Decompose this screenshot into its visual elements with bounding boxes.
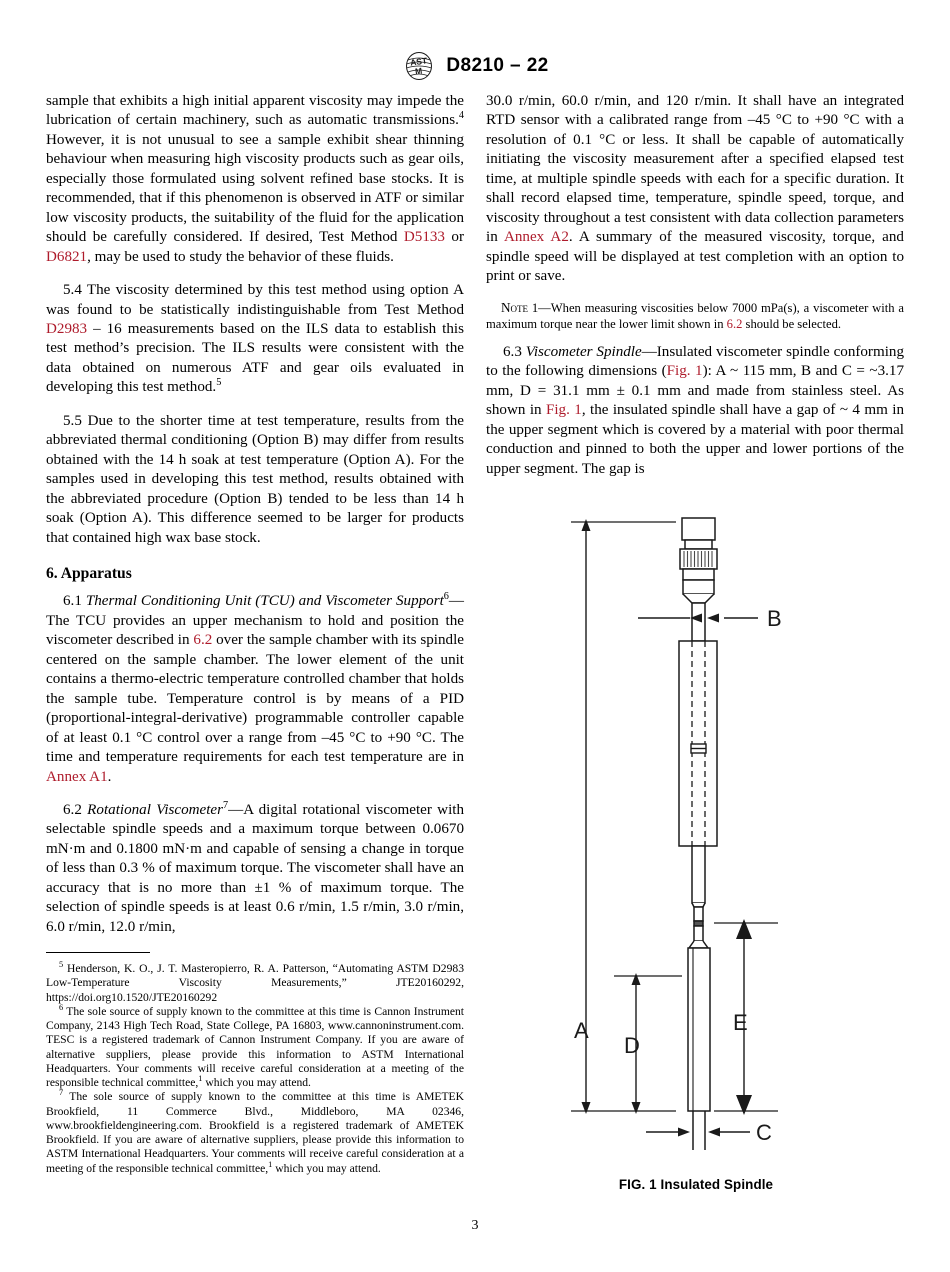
footnotes-block [46,952,464,1176]
clause-number-5-5: 5.5 [63,412,82,429]
footnote-ref-6: 6 [443,591,449,603]
para-text: —Insulated viscometer spindle conforming to the following dimensions ( [486,343,904,380]
footnote-marker-6: 6 [59,1002,64,1012]
figure-caption: FIG. 1 Insulated Spindle [618,1177,774,1192]
note-label: Note [501,299,529,315]
footnote-ref-7: 7 [223,799,229,811]
para-text-2: . A summary of the measured viscosity, torque, and spindle speed will be displayed at test completion with an option to print or save. [486,229,904,285]
paragraph-6-2 [46,801,464,937]
paragraph-6-3 [486,343,904,479]
clause-number-6-2: 6.2 [63,801,82,818]
link-d2983[interactable]: D2983 [46,320,88,337]
footnote-text: The sole source of supply known to the committee at this time is AMETEK Brookfield, 11 Commerce Blvd., Middleboro, MA 02346, www.brookfieldengineering.com. Brookfield is a registered trademark of AMETEK Brookfield. If you are aware of alternative suppliers, please provide this information to ASTM International Headquarters. Your comments will receive careful consideration at a meeting of the responsible technical committee, [46,1090,464,1175]
para-text-3: , the insulated spindle shall have a gap of ~ 4 mm in the upper segment which is covered by a material with poor thermal conduction and pinned to both the upper and lower portions of the upper segment. The gap is [486,402,905,477]
clause-title-6-1: Thermal Conditioning Unit (TCU) and Viscometer Support [81,593,444,610]
para-text: 30.0 r/min, 60.0 r/min, and 120 r/min. It shall have an integrated RTD sensor with a calibrated range from –45 °C to +90 °C with a resolution of 0.1 °C or less. It shall be capable of automatically initiating the viscosity measurement after a specified elapsed test time, at multiple spindle speeds with each for a specific duration. It shall record elapsed time, temperature, spindle speed, torque, and viscosity throughout a test consistent with data collection parameters in [486,93,904,246]
section-heading-6-apparatus: 6. Apparatus [46,564,132,582]
para-text: —The TCU provides an upper mechanism to hold and position the viscometer described in [46,593,464,649]
note-text-2: should be selected. [742,316,842,331]
dimension-label-b: B [767,606,782,631]
para-text-4: , may be used to study the behavior of these fluids. [87,248,394,265]
clause-number-6-1: 6.1 [63,593,82,610]
standard-designation: D8210 – 22 [446,55,549,76]
para-text: —A digital rotational viscometer with selectable spindle speeds and a maximum torque between 0.0670 mN·m and 0.1800 mN·m and capable of sensing a change in torque of less than 0.3 % of maximum torque. The viscometer shall have an accuracy that is no more than ±1 % of maximum torque. The selection of spindle speeds is at least 0.6 r/min, 1.5 r/min, 3.0 r/min, 6.0 r/min, 12.0 r/min, [46,801,465,935]
dimension-label-c: C [756,1120,772,1145]
footnote-ref-5: 5 [216,377,222,389]
paragraph-6-1 [46,592,464,787]
para-text: The viscosity determined by this test method using option A was found to be statistically indistinguishable from Test Method [46,282,464,318]
footnote-6 [46,1002,464,1091]
svg-text:AST: AST [409,55,429,68]
para-text: Due to the shorter time at test temperature, results from the abbreviated thermal conditioning (Option B) may differ from results obtained with the 14 h soak at test temperature (Option A). For the samples used in developing this test method, results obtained with the abbreviated procedure (Option B) tended to be less than 14 h soak (Option A). This difference seemed to be larger for products that contained high wax base stock. [46,412,464,546]
page-header [0,45,950,87]
paragraph-continued-6-2 [486,92,904,287]
page-number: 3 [471,1218,479,1233]
para-text-2: over the sample chamber with its spindle centered on the sample chamber. The lower element of the unit contains a thermo-electric temperature controlled chamber that holds the sample tube. Temperature control is by means of a PID (proportional-integral-derivative) programmable controller capable of at least 0.1 °C control over a range from –45 °C to +90 °C. The time and temperature requirements for each test temperature are in [46,632,464,766]
note-1 [486,300,904,332]
footnote-inner-ref: 1 [198,1074,203,1084]
paragraph-continued-from-previous-page [46,92,464,267]
svg-text:M: M [414,65,424,77]
footnote-5 [46,962,464,1005]
link-fig-1-a[interactable]: Fig. 1 [666,363,703,380]
astm-logo-icon [401,51,437,81]
dimension-label-e: E [733,1010,748,1035]
clause-title-6-3: Viscometer Spindle [521,343,642,360]
right-column [486,92,904,479]
footnote-ref-4: 4 [458,110,464,122]
link-6-2[interactable]: 6.2 [726,316,743,331]
footnote-marker-7: 7 [59,1088,64,1098]
footnote-text-2: which you may attend. [272,1161,381,1175]
spindle-diagram [486,505,906,1175]
link-fig-1-b[interactable]: Fig. 1 [545,402,582,419]
paragraph-5-4 [46,281,464,398]
figure-1-insulated-spindle [486,505,906,1205]
link-annex-a2[interactable]: Annex A2 [503,229,569,246]
dimension-label-a: A [574,1018,589,1043]
footnote-separator-rule [46,952,150,953]
link-d6821[interactable]: D6821 [46,248,88,265]
footnote-text-2: which you may attend. [202,1076,311,1089]
clause-title-6-2: Rotational Viscometer [81,801,224,818]
para-text: sample that exhibits a high initial apparent viscosity may impede the lubrication of certain machinery, such as automatic transmissions. [46,93,464,129]
para-text-2: ): A ~ 115 mm, B and C = ~3.17 mm, D = 31.1 mm ± 0.1 mm and made from stainless steel. As shown in [486,363,904,419]
para-text-3: . [107,768,112,785]
footnote-inner-ref: 1 [268,1159,273,1169]
footnote-marker-5: 5 [59,960,64,970]
left-column [46,92,464,937]
para-text-2: However, it is not unusual to see a sample exhibit shear thinning behaviour when measuring high viscosity products such as gear oils, especially those formulated using solvent refined base stocks. It is recommended, that if this phenomenon is observed in ATF or similar low viscosity products, the suitability of the fluid for the application should be carefully considered. If desired, Test Method [46,131,464,246]
para-text-3: or [444,229,464,246]
paragraph-5-5 [46,412,464,548]
para-text-2: – 16 measurements based on the ILS data to establish this test method’s precision. The ILS results were consistent with the data obtained on numerous ATF and gear oils evaluated in developing this test method. [46,320,464,396]
link-6-2[interactable]: 6.2 [193,632,213,649]
clause-number-5-4: 5.4 [63,282,82,299]
note-number: 1— [528,300,551,315]
dimension-label-d: D [624,1033,640,1058]
note-text: When measuring viscosities below 7000 mPa(s), a viscometer with a maximum torque near the lower limit shown in [486,300,905,331]
footnote-text: The sole source of supply known to the committee at this time is Cannon Instrument Company, 2143 High Tech Road, State College, PA 16803, www.cannoninstrument.com. TESC is a registered trademark of Cannon Instrument Company. If you are aware of alternative suppliers, please provide this information to ASTM International Headquarters. Your comments will receive careful consideration at a meeting of the responsible technical committee, [46,1004,464,1089]
clause-number-6-3: 6.3 [503,343,522,360]
footnote-text: Henderson, K. O., J. T. Masteropierro, R. A. Patterson, “Automating ASTM D2983 Low-Temperature Viscosity Measurements,” JTE20160292, https://doi.org10.1520/JTE20160292 [46,962,464,1004]
link-annex-a1[interactable]: Annex A1 [46,768,108,785]
link-d5133[interactable]: D5133 [403,229,445,246]
footnote-7 [46,1090,464,1176]
